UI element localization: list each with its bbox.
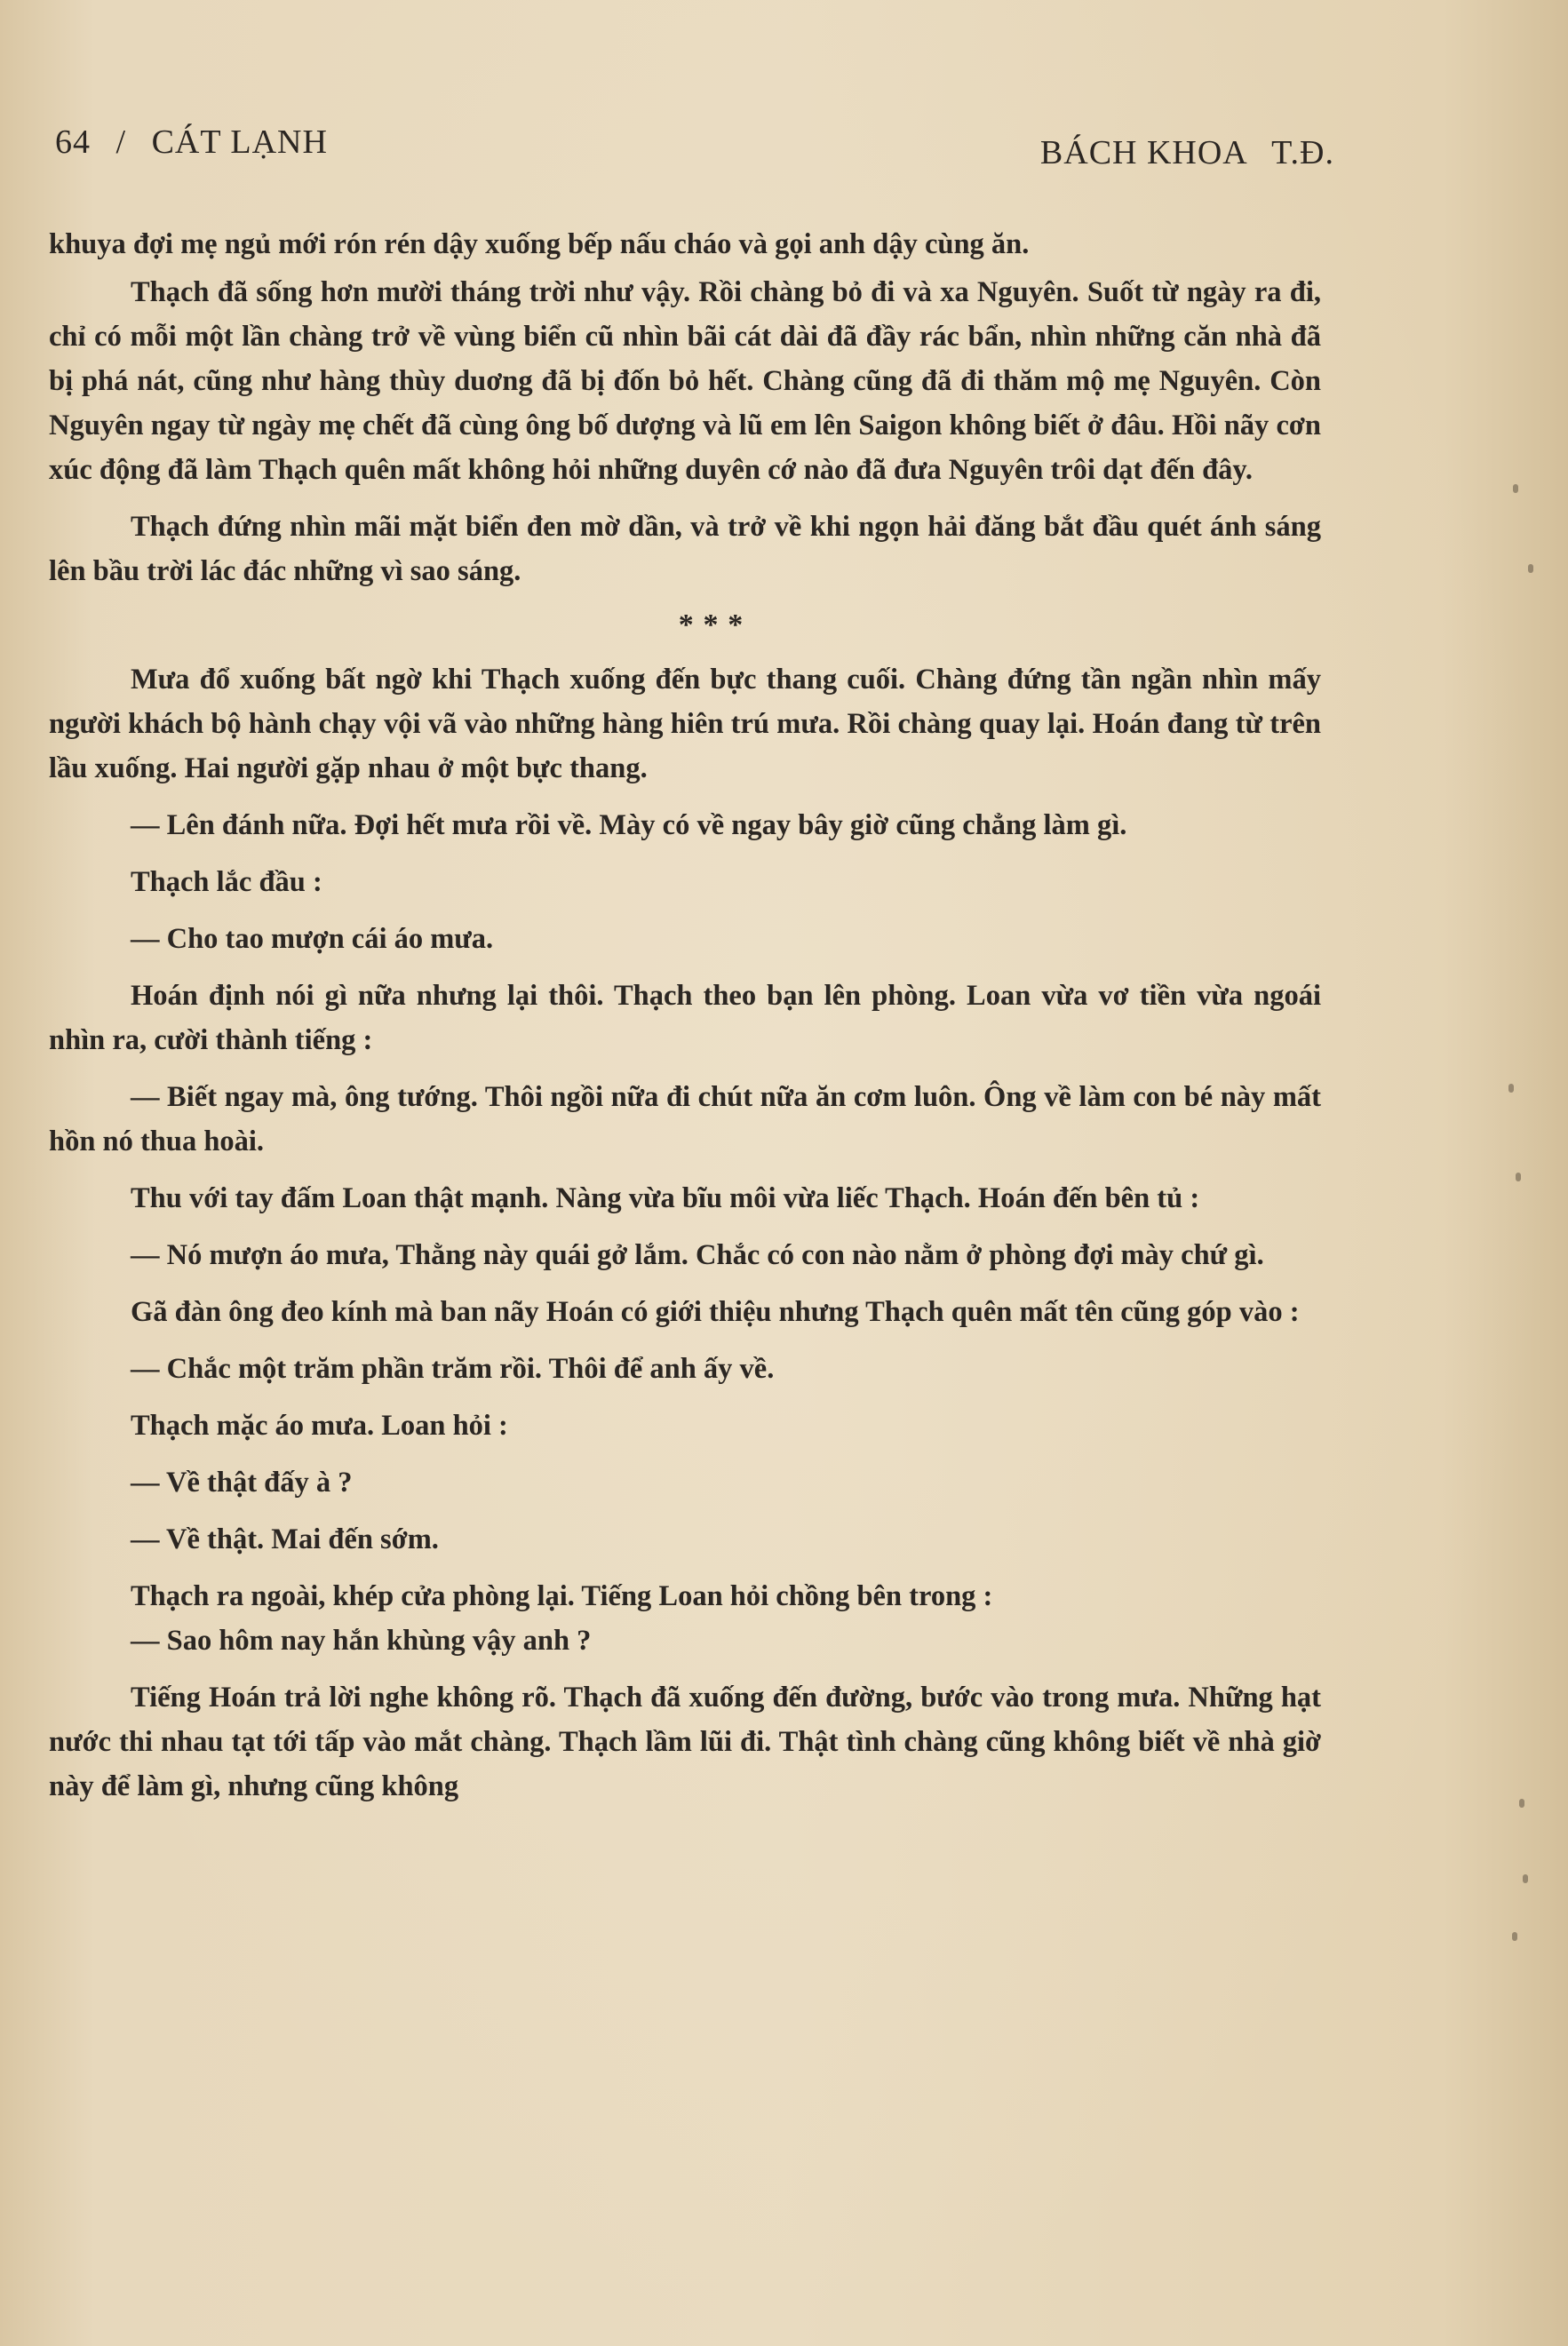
dialogue-line: — Chắc một trăm phần trăm rồi. Thôi để anh ấy về.	[131, 1353, 775, 1385]
page-header	[55, 114, 1334, 171]
publication-name: BÁCH KHOA	[1039, 134, 1246, 171]
section-title: CÁT LẠNH	[151, 123, 328, 161]
paper-speck	[1513, 484, 1518, 493]
page-number: 64	[55, 123, 91, 161]
paragraph: Thạch đã sống hơn mười tháng trời như vậy. Rồi chàng bỏ đi và xa Nguyên. Suốt từ ngày ra đi, chỉ có mỗi một lần chàng trở về vùng biển cũ nhìn bãi cát dài đã đầy rác bẩn, nhìn những căn nhà đã bị phá nát, cũng như hàng thùy duơng đã bị đốn bỏ hết. Chàng cũng đã đi thăm mộ mẹ Nguyên. Còn Nguyên ngay từ ngày mẹ chết đã cùng ông bố dượng và lũ em lên Saigon không biết ở đâu. Hồi nãy cơn xúc động đã làm Thạch quên mất không hỏi những duyên cớ nào đã đưa Nguyên trôi dạt đến đây.	[49, 276, 1321, 486]
paper-speck	[1528, 564, 1533, 573]
header-right	[1024, 133, 1334, 172]
paragraph: Mưa đổ xuống bất ngờ khi Thạch xuống đến bực thang cuối. Chàng đứng tần ngần nhìn mấy người khách bộ hành chạy vội vã vào những hàng hiên trú mưa. Rồi chàng quay lại. Hoán đang từ trên lầu xuống. Hai người gặp nhau ở một bực thang.	[49, 664, 1321, 784]
paper-speck	[1508, 1084, 1514, 1093]
paper-speck	[1512, 1932, 1517, 1941]
dialogue-line: — Về thật. Mai đến sớm.	[131, 1523, 439, 1555]
paragraph: Tiếng Hoán trả lời nghe không rõ. Thạch đã xuống đến đường, bước vào trong mưa. Những hạt nước thi nhau tạt tới tấp vào mắt chàng. Thạch lầm lũi đi. Thật tình chàng cũng không biết về nhà giờ này để làm gì, nhưng cũng không	[49, 1682, 1321, 1802]
article-body	[49, 222, 1321, 1821]
dialogue-line: — Lên đánh nữa. Đợi hết mưa rồi về. Mày có về ngay bây giờ cũng chẳng làm gì.	[131, 809, 1127, 841]
dialogue-line: — Nó mượn áo mưa, Thằng này quái gở lắm. Chắc có con nào nằm ở phòng đợi mày chứ gì.	[131, 1239, 1264, 1271]
header-divider: /	[115, 123, 127, 161]
paragraph: Thạch ra ngoài, khép cửa phòng lại. Tiếng Loan hỏi chồng bên trong :	[131, 1580, 993, 1612]
paragraph: Hoán định nói gì nữa nhưng lại thôi. Thạch theo bạn lên phòng. Loan vừa vơ tiền vừa ngoái nhìn ra, cười thành tiếng :	[49, 980, 1321, 1056]
header-left	[55, 123, 344, 162]
issue-label: T.Đ.	[1271, 134, 1334, 171]
paragraph: Thạch đứng nhìn mãi mặt biển đen mờ dần, và trở về khi ngọn hải đăng bắt đầu quét ánh sáng lên bầu trời lác đác những vì sao sáng.	[49, 511, 1321, 587]
dialogue-line: — Biết ngay mà, ông tướng. Thôi ngồi nữa đi chút nữa ăn cơm luôn. Ông về làm con bé này mất hồn nó thua hoài.	[49, 1081, 1321, 1157]
dialogue-line: — Sao hôm nay hắn khùng vậy anh ?	[131, 1625, 592, 1657]
paragraph: Gã đàn ông đeo kính mà ban nãy Hoán có giới thiệu nhưng Thạch quên mất tên cũng góp vào :	[131, 1296, 1300, 1328]
paragraph: Thu với tay đấm Loan thật mạnh. Nàng vừa bĩu môi vừa liếc Thạch. Hoán đến bên tủ :	[131, 1182, 1200, 1214]
section-separator: * * *	[678, 608, 745, 641]
paper-speck	[1516, 1173, 1521, 1181]
paper-speck	[1523, 1874, 1528, 1883]
paragraph: Thạch mặc áo mưa. Loan hỏi :	[131, 1410, 508, 1442]
dialogue-line: — Cho tao mượn cái áo mưa.	[131, 923, 494, 955]
dialogue-line: — Về thật đấy à ?	[131, 1467, 353, 1499]
paragraph: Thạch lắc đầu :	[131, 866, 322, 898]
paragraph: khuya đợi mẹ ngủ mới rón rén dậy xuống bếp nấu cháo và gọi anh dậy cùng ăn.	[49, 228, 1030, 260]
paper-speck	[1519, 1799, 1524, 1808]
